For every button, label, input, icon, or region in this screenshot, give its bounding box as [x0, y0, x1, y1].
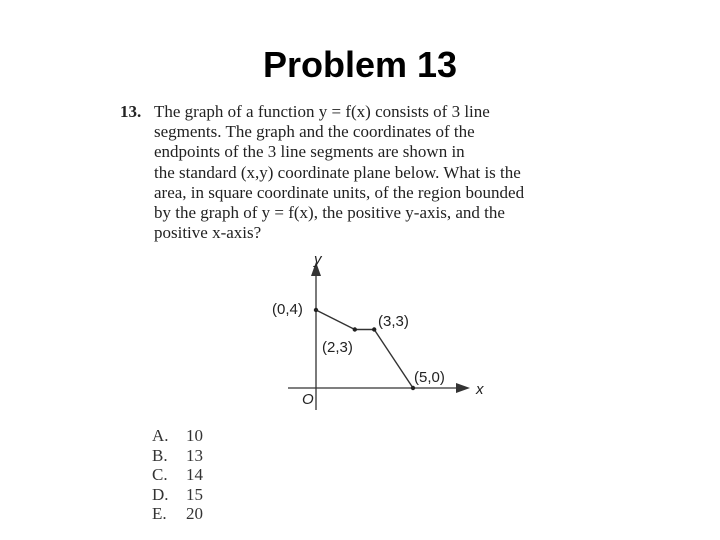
slide-title: Problem 13 [262, 44, 458, 85]
problem-line-1: 13. The graph of a function y = f(x) consists of 3 line [120, 102, 490, 121]
endpoint-1 [314, 308, 318, 312]
answer-choices [152, 426, 203, 524]
y-axis-label: y [314, 251, 322, 268]
x-axis-arrow [456, 383, 470, 393]
problem-line-2: segments. The graph and the coordinates of the [154, 122, 475, 142]
problem-line-4: the standard (x,y) coordinate plane below. What is the [154, 162, 521, 182]
segment-3 [374, 330, 413, 389]
problem-statement [120, 102, 610, 243]
problem-line-7: positive x-axis? [154, 223, 262, 243]
function-graph [250, 248, 510, 418]
choice-b[interactable]: B. 13 [152, 445, 203, 465]
point-label-0-4: (0,4) [272, 301, 303, 318]
problem-line-3: endpoints of the 3 line segments are shown in [154, 142, 465, 162]
endpoint-3 [372, 327, 376, 331]
problem-line-6: by the graph of y = f(x), the positive y-axis, and the [154, 203, 505, 223]
x-axis-label: x [476, 381, 484, 398]
problem-line-5: area, in square coordinate units, of the region bounded [154, 182, 525, 202]
choice-e[interactable]: E. 20 [152, 504, 203, 523]
choice-a[interactable]: A. 10 [152, 426, 203, 445]
endpoint-2 [353, 327, 357, 331]
segment-1 [316, 310, 355, 330]
point-label-2-3: (2,3) [322, 339, 353, 356]
origin-label: O [302, 391, 314, 408]
endpoint-4 [411, 386, 415, 390]
problem-number: 13. [120, 102, 142, 121]
point-label-3-3: (3,3) [378, 313, 409, 330]
choice-c[interactable]: C. 14 [152, 465, 203, 484]
point-label-5-0: (5,0) [414, 369, 445, 386]
choice-d[interactable]: D. 15 [152, 484, 203, 504]
